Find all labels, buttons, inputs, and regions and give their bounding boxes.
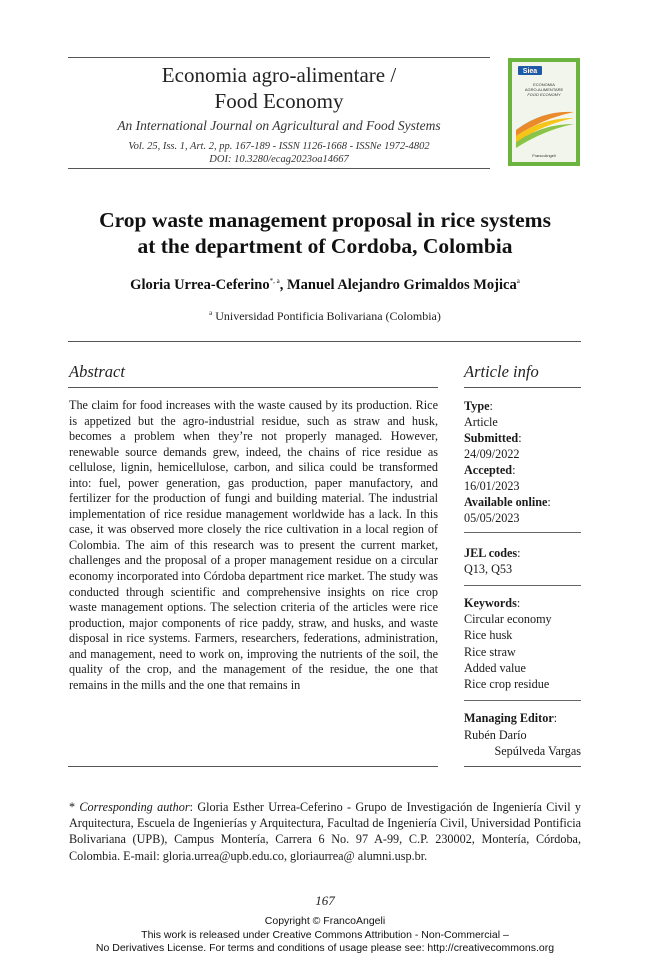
author-marks: a	[516, 277, 520, 286]
affiliation	[40, 309, 610, 324]
license-notice	[0, 915, 650, 956]
colon: :	[518, 431, 522, 445]
abstract-heading: Abstract	[69, 362, 125, 381]
colon: :	[512, 463, 516, 477]
author-name: Gloria Urrea-Ceferino	[130, 277, 270, 293]
article-title	[40, 207, 610, 259]
colon: :	[547, 495, 551, 509]
colon: :	[516, 596, 521, 610]
article-info-bottom-rule	[464, 766, 581, 767]
keyword-item: Circular economy	[464, 612, 552, 627]
available-online-date: 05/05/2023	[464, 511, 520, 525]
abstract-heading-rule	[68, 387, 438, 388]
author-marks: *, a	[269, 277, 280, 286]
jel-codes-block	[464, 545, 581, 577]
keyword-item: Added value	[464, 660, 526, 675]
title-divider-rule	[68, 341, 581, 342]
page-number: 167	[315, 893, 335, 908]
type-label: Type	[464, 399, 490, 413]
submitted-date: 24/09/2022	[464, 447, 520, 461]
cover-artwork	[512, 62, 576, 162]
jel-codes-value: Q13, Q53	[464, 562, 513, 576]
footnote-marker: *	[69, 800, 76, 814]
journal-title-line1: Economia agro-alimentare /	[161, 63, 397, 87]
journal-cover-image	[508, 58, 580, 166]
author-name: Manuel Alejandro Grimaldos Mojica	[286, 277, 517, 293]
abstract-bottom-rule	[68, 766, 438, 767]
header-bottom-rule	[68, 168, 490, 169]
footnote-label: Corresponding author	[79, 800, 190, 814]
header-top-rule	[68, 57, 490, 58]
author-list	[40, 277, 610, 294]
cover-title-line1: ECONOMIA	[533, 82, 555, 87]
available-online-label: Available online	[464, 495, 548, 509]
jel-codes-label: JEL codes	[464, 546, 518, 560]
type-value: Article	[464, 415, 498, 429]
affiliation-mark: a	[209, 309, 213, 317]
info-divider-rule	[464, 532, 581, 533]
keyword-item: Rice husk	[464, 628, 513, 643]
footnote-text: : Gloria Esther Urrea-Ceferino - Grupo de Investigación de Ingeniería Civil y Arquitectura, Escuela de Ingenierías y Arquitectura, Facultad de Ingeniería Civil, Universidad Pontificia Bolivariana (UPB), Campus Montería, Carrera 6 No. 97 A-99, C.P. 230002, Montería, Córdoba, Colombia. E-mail: gloria.urrea@upb.edu.co, gloriaurrea@ alumni.usp.br.	[69, 800, 581, 863]
keywords-block	[464, 595, 581, 692]
journal-title	[68, 62, 490, 114]
cover-title-line2: AGRO-ALIMENTARE	[524, 87, 564, 92]
managing-editor-name-line2: Sepúlveda Vargas	[494, 744, 581, 758]
article-title-line2: at the department of Cordoba, Colombia	[137, 234, 513, 258]
article-info-heading-rule	[464, 387, 581, 388]
affiliation-text: Universidad Pontificia Bolivariana (Colombia)	[215, 309, 441, 323]
keyword-item: Rice straw	[464, 644, 516, 659]
submitted-label: Submitted	[464, 431, 519, 445]
license-line: This work is released under Creative Commons Attribution - Non-Commercial –	[141, 928, 509, 941]
abstract-text: The claim for food increases with the waste caused by its production. Rice is appetized but the agro-industrial residue, such as straw and husk, becomes a problem when they’re not properly managed. However, renewable source demands grew, indeed, the chains of rice residue as cellulose, lignin, hemicellulose, carbon, and silica could be transformed into: fuel, power generation, gas production, paper manufactory, and fertilizer for the production of fungi and building material. The industrial implementation of rice residue management worldwide has a lack. In this case, it was observed more closely the rice cultivation in a local region of Colombia. The aim of this research was to present the current market, challenges and the proposal of a proper management residue on a circular economy incorporated into Córdoba department rice market. The study was conducted through scientific and comprehensive insights on rice crop waste management options. The selection criteria of the articles were rice production, major components of rice paddy, straw, and husks, and waste disposal in rice systems. Farmers, researchers, federations, administration, and management, need to work on, improving the nutrients of the soil, the quality of the crop, and the management of the residue, the one that remains in the mills and the one that remains in	[69, 398, 438, 692]
volume-line: Vol. 25, Iss. 1, Art. 2, pp. 167-189 - ISSN 1126-1668 - ISSNe 1972-4802	[128, 141, 430, 152]
author-separator: ,	[279, 277, 287, 293]
article-info-panel	[464, 398, 581, 526]
cover-brand: Siea	[522, 68, 538, 75]
journal-subtitle: An International Journal on Agricultural and Food Systems	[117, 118, 441, 133]
keywords-label: Keywords	[464, 596, 517, 610]
cover-publisher: FrancoAngeli	[532, 153, 556, 158]
accepted-date: 16/01/2023	[464, 479, 520, 493]
article-title-line1: Crop waste management proposal in rice systems	[99, 208, 551, 232]
managing-editor-label: Managing Editor	[464, 711, 554, 725]
journal-title-line2: Food Economy	[214, 89, 344, 113]
colon: :	[489, 399, 493, 413]
managing-editor-block	[464, 710, 581, 760]
copyright-line: Copyright © FrancoAngeli	[264, 915, 386, 927]
info-divider-rule	[464, 585, 581, 586]
doi-line: DOI: 10.3280/ecag2023oa14667	[209, 154, 349, 165]
corresponding-author-footnote	[69, 799, 581, 864]
cover-title-line3: FOOD ECONOMY	[527, 92, 561, 97]
colon: :	[517, 546, 521, 560]
article-info-heading: Article info	[464, 362, 539, 381]
info-divider-rule	[464, 700, 581, 701]
journal-volume-info	[68, 140, 490, 166]
keyword-item: Rice crop residue	[464, 677, 550, 692]
colon: :	[553, 711, 558, 725]
license-line: No Derivatives License. For terms and conditions of usage please see: http://creativecommons.org	[95, 942, 555, 954]
accepted-label: Accepted	[464, 463, 513, 477]
managing-editor-name-line1: Rubén Darío	[464, 727, 527, 742]
